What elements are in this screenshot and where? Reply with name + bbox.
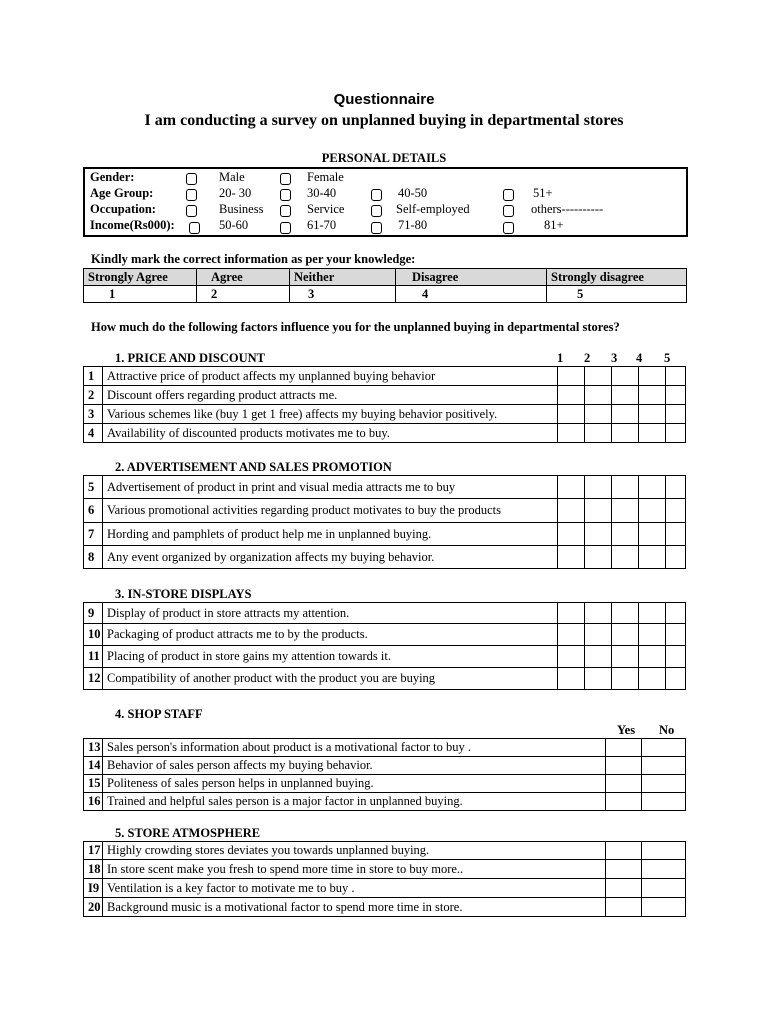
rating-cell[interactable] — [585, 386, 612, 405]
age-51-plus-option: 51+ — [533, 186, 553, 200]
rating-cell[interactable] — [585, 646, 612, 668]
rating-cell[interactable] — [612, 405, 639, 424]
age-51-plus-checkbox[interactable] — [503, 189, 514, 201]
item-number: 1 — [84, 367, 103, 386]
yes-cell[interactable] — [606, 842, 642, 860]
item-number: 7 — [84, 523, 103, 546]
rating-header-3: 3 — [611, 351, 618, 365]
scale-number: 1 — [84, 286, 197, 303]
rating-cell[interactable] — [639, 405, 666, 424]
rating-cell[interactable] — [558, 668, 585, 690]
rating-cell[interactable] — [666, 668, 686, 690]
others-checkbox[interactable] — [503, 205, 514, 217]
section-title: 1. PRICE AND DISCOUNT — [115, 351, 266, 365]
no-cell[interactable] — [642, 775, 686, 793]
item-text: Sales person's information about product is a motivational factor to buy . — [103, 739, 606, 757]
rating-cell[interactable] — [558, 624, 585, 646]
item-text: In store scent make you fresh to spend more time in store to buy more.. — [103, 860, 606, 879]
rating-cell[interactable] — [558, 386, 585, 405]
table-row — [84, 424, 686, 443]
income-50-60-option: 50-60 — [219, 218, 249, 232]
item-text: Attractive price of product affects my unplanned buying behavior — [103, 367, 558, 386]
item-number: 10 — [84, 624, 103, 646]
gender-label: Gender: — [90, 170, 135, 184]
item-number: 17 — [84, 842, 103, 860]
no-cell[interactable] — [642, 793, 686, 811]
item-text: Politeness of sales person helps in unplanned buying. — [103, 775, 606, 793]
personal-details-heading: PERSONAL DETAILS — [321, 151, 447, 165]
rating-cell[interactable] — [639, 476, 666, 499]
scale-instruction: Kindly mark the correct information as per your knowledge: — [91, 252, 416, 266]
gender-row — [85, 170, 686, 186]
item-number: 14 — [84, 757, 103, 775]
rating-cell[interactable] — [612, 523, 639, 546]
rating-cell[interactable] — [558, 646, 585, 668]
income-61-70-checkbox[interactable] — [280, 222, 291, 234]
rating-cell[interactable] — [612, 499, 639, 523]
rating-cell[interactable] — [666, 523, 686, 546]
income-81-plus-checkbox[interactable] — [503, 222, 514, 234]
age-group-label: Age Group: — [90, 186, 154, 200]
income-row — [85, 218, 686, 234]
table-row — [84, 523, 686, 546]
age-20-30-checkbox[interactable] — [186, 189, 197, 201]
rating-cell[interactable] — [585, 476, 612, 499]
item-number: 2 — [84, 386, 103, 405]
rating-cell[interactable] — [558, 499, 585, 523]
item-number: 6 — [84, 499, 103, 523]
rating-cell[interactable] — [558, 546, 585, 569]
table-row — [84, 842, 686, 860]
occupation-label: Occupation: — [90, 202, 156, 216]
item-text: Discount offers regarding product attracts me. — [103, 386, 558, 405]
table-row — [84, 775, 686, 793]
table-row — [84, 879, 686, 898]
item-text: Display of product in store attracts my attention. — [103, 603, 558, 624]
rating-header-4: 4 — [636, 351, 643, 365]
rating-cell[interactable] — [585, 424, 612, 443]
advertisement-table — [83, 475, 686, 569]
table-row — [84, 603, 686, 624]
rating-cell[interactable] — [585, 546, 612, 569]
male-checkbox[interactable] — [186, 173, 197, 185]
income-50-60-checkbox[interactable] — [189, 222, 200, 234]
age-40-50-checkbox[interactable] — [371, 189, 382, 201]
rating-cell[interactable] — [639, 424, 666, 443]
yes-cell[interactable] — [606, 793, 642, 811]
rating-cell[interactable] — [666, 546, 686, 569]
rating-cell[interactable] — [585, 367, 612, 386]
rating-cell[interactable] — [666, 405, 686, 424]
item-text: Various schemes like (buy 1 get 1 free) affects my buying behavior positively. — [103, 405, 558, 424]
rating-scale-table — [83, 268, 687, 303]
rating-cell[interactable] — [666, 476, 686, 499]
scale-label: Disagree — [396, 269, 547, 286]
rating-cell[interactable] — [558, 476, 585, 499]
item-number: I9 — [84, 879, 103, 898]
rating-cell[interactable] — [666, 424, 686, 443]
income-61-70-option: 61-70 — [307, 218, 337, 232]
item-number: 8 — [84, 546, 103, 569]
rating-cell[interactable] — [558, 523, 585, 546]
page-title: Questionnaire — [333, 91, 435, 108]
item-number: 15 — [84, 775, 103, 793]
item-number: 5 — [84, 476, 103, 499]
no-cell[interactable] — [642, 860, 686, 879]
female-checkbox[interactable] — [280, 173, 291, 185]
self-employed-checkbox[interactable] — [371, 205, 382, 217]
shop-staff-table — [83, 738, 686, 811]
table-row — [84, 405, 686, 424]
service-checkbox[interactable] — [280, 205, 291, 217]
income-71-80-checkbox[interactable] — [371, 222, 382, 234]
item-text: Compatibility of another product with the product you are buying — [103, 668, 558, 690]
age-40-50-option: 40-50 — [398, 186, 428, 200]
rating-cell[interactable] — [585, 405, 612, 424]
rating-cell[interactable] — [639, 668, 666, 690]
rating-cell[interactable] — [639, 546, 666, 569]
business-checkbox[interactable] — [186, 205, 197, 217]
section-title: 4. SHOP STAFF — [115, 707, 203, 721]
rating-cell[interactable] — [639, 603, 666, 624]
scale-label: Agree — [197, 269, 290, 286]
rating-cell[interactable] — [585, 624, 612, 646]
item-number: 11 — [84, 646, 103, 668]
section-title: 2. ADVERTISEMENT AND SALES PROMOTION — [115, 460, 392, 474]
rating-cell[interactable] — [585, 603, 612, 624]
item-number: 13 — [84, 739, 103, 757]
no-cell[interactable] — [642, 757, 686, 775]
scale-label: Strongly Agree — [84, 269, 197, 286]
income-81-plus-option: 81+ — [544, 218, 564, 232]
price-discount-table — [83, 366, 686, 443]
no-header: No — [659, 723, 675, 737]
income-71-80-option: 71-80 — [398, 218, 428, 232]
age-30-40-checkbox[interactable] — [280, 189, 291, 201]
survey-subtitle: I am conducting a survey on unplanned buying in departmental stores — [144, 112, 624, 129]
rating-header-2: 2 — [584, 351, 591, 365]
rating-cell[interactable] — [558, 603, 585, 624]
item-text: Background music is a motivational factor to spend more time in store. — [103, 898, 606, 917]
rating-header-1: 1 — [557, 351, 564, 365]
item-number: 4 — [84, 424, 103, 443]
rating-cell[interactable] — [666, 646, 686, 668]
rating-cell[interactable] — [612, 476, 639, 499]
rating-cell[interactable] — [639, 624, 666, 646]
table-row — [84, 546, 686, 569]
age-30-40-option: 30-40 — [307, 186, 337, 200]
section-title: 3. IN-STORE DISPLAYS — [115, 587, 252, 601]
rating-cell[interactable] — [612, 668, 639, 690]
rating-cell[interactable] — [612, 646, 639, 668]
no-cell[interactable] — [642, 898, 686, 917]
item-text: Hording and pamphlets of product help me in unplanned buying. — [103, 523, 558, 546]
item-number: 18 — [84, 860, 103, 879]
rating-cell[interactable] — [639, 386, 666, 405]
rating-cell[interactable] — [639, 646, 666, 668]
female-option: Female — [307, 170, 344, 184]
table-row — [84, 898, 686, 917]
table-row — [84, 793, 686, 811]
rating-cell[interactable] — [585, 499, 612, 523]
rating-cell[interactable] — [666, 386, 686, 405]
item-text: Trained and helpful sales person is a major factor in unplanned buying. — [103, 793, 606, 811]
item-number: 16 — [84, 793, 103, 811]
yes-cell[interactable] — [606, 757, 642, 775]
item-text: Placing of product in store gains my attention towards it. — [103, 646, 558, 668]
yes-cell[interactable] — [606, 860, 642, 879]
rating-cell[interactable] — [639, 523, 666, 546]
table-row — [84, 668, 686, 690]
scale-label: Neither — [290, 269, 396, 286]
table-row — [84, 757, 686, 775]
rating-cell[interactable] — [612, 424, 639, 443]
item-text: Availability of discounted products motivates me to buy. — [103, 424, 558, 443]
yes-cell[interactable] — [606, 739, 642, 757]
table-row — [84, 476, 686, 499]
scale-number: 2 — [197, 286, 290, 303]
rating-cell[interactable] — [612, 367, 639, 386]
rating-cell[interactable] — [639, 499, 666, 523]
scale-label: Strongly disagree — [547, 269, 687, 286]
store-atmosphere-table — [83, 841, 686, 917]
rating-cell[interactable] — [558, 405, 585, 424]
item-number: 9 — [84, 603, 103, 624]
section-title: 5. STORE ATMOSPHERE — [115, 826, 261, 840]
item-number: 12 — [84, 668, 103, 690]
table-row — [84, 860, 686, 879]
service-option: Service — [307, 202, 345, 216]
table-row — [84, 739, 686, 757]
item-text: Packaging of product attracts me to by the products. — [103, 624, 558, 646]
no-cell[interactable] — [642, 879, 686, 898]
rating-header-5: 5 — [664, 351, 671, 365]
item-text: Various promotional activities regarding product motivates to buy the products — [103, 499, 558, 523]
no-cell[interactable] — [642, 739, 686, 757]
scale-number: 4 — [396, 286, 547, 303]
scale-number: 5 — [547, 286, 687, 303]
item-text: Behavior of sales person affects my buying behavior. — [103, 757, 606, 775]
no-cell[interactable] — [642, 842, 686, 860]
rating-cell[interactable] — [666, 367, 686, 386]
rating-cell[interactable] — [639, 367, 666, 386]
rating-cell[interactable] — [612, 386, 639, 405]
item-text: Advertisement of product in print and visual media attracts me to buy — [103, 476, 558, 499]
rating-cell[interactable] — [666, 499, 686, 523]
yes-cell[interactable] — [606, 775, 642, 793]
yes-cell[interactable] — [606, 879, 642, 898]
scale-number: 3 — [290, 286, 396, 303]
rating-cell[interactable] — [666, 624, 686, 646]
personal-details-box — [83, 167, 688, 237]
rating-cell[interactable] — [612, 546, 639, 569]
occupation-row — [85, 202, 686, 218]
table-row — [84, 499, 686, 523]
others-option: others---------- — [531, 202, 604, 216]
rating-cell[interactable] — [612, 603, 639, 624]
yes-header: Yes — [617, 723, 636, 737]
self-employed-option: Self-employed — [396, 202, 470, 216]
item-text: Any event organized by organization affects my buying behavior. — [103, 546, 558, 569]
business-option: Business — [219, 202, 264, 216]
table-row — [84, 367, 686, 386]
item-number: 3 — [84, 405, 103, 424]
table-row — [84, 386, 686, 405]
male-option: Male — [219, 170, 245, 184]
table-row — [84, 624, 686, 646]
item-text: Highly crowding stores deviates you towards unplanned buying. — [103, 842, 606, 860]
question-intro: How much do the following factors influence you for the unplanned buying in departmental stores? — [91, 320, 620, 334]
item-text: Ventilation is a key factor to motivate me to buy . — [103, 879, 606, 898]
rating-cell[interactable] — [558, 367, 585, 386]
item-number: 20 — [84, 898, 103, 917]
age-group-row — [85, 186, 686, 202]
yes-cell[interactable] — [606, 898, 642, 917]
in-store-displays-table — [83, 602, 686, 690]
rating-cell[interactable] — [585, 668, 612, 690]
rating-cell[interactable] — [558, 424, 585, 443]
income-label: Income(Rs000): — [90, 218, 175, 232]
rating-cell[interactable] — [666, 603, 686, 624]
rating-cell[interactable] — [585, 523, 612, 546]
rating-cell[interactable] — [612, 624, 639, 646]
age-20-30-option: 20- 30 — [219, 186, 252, 200]
table-row — [84, 646, 686, 668]
